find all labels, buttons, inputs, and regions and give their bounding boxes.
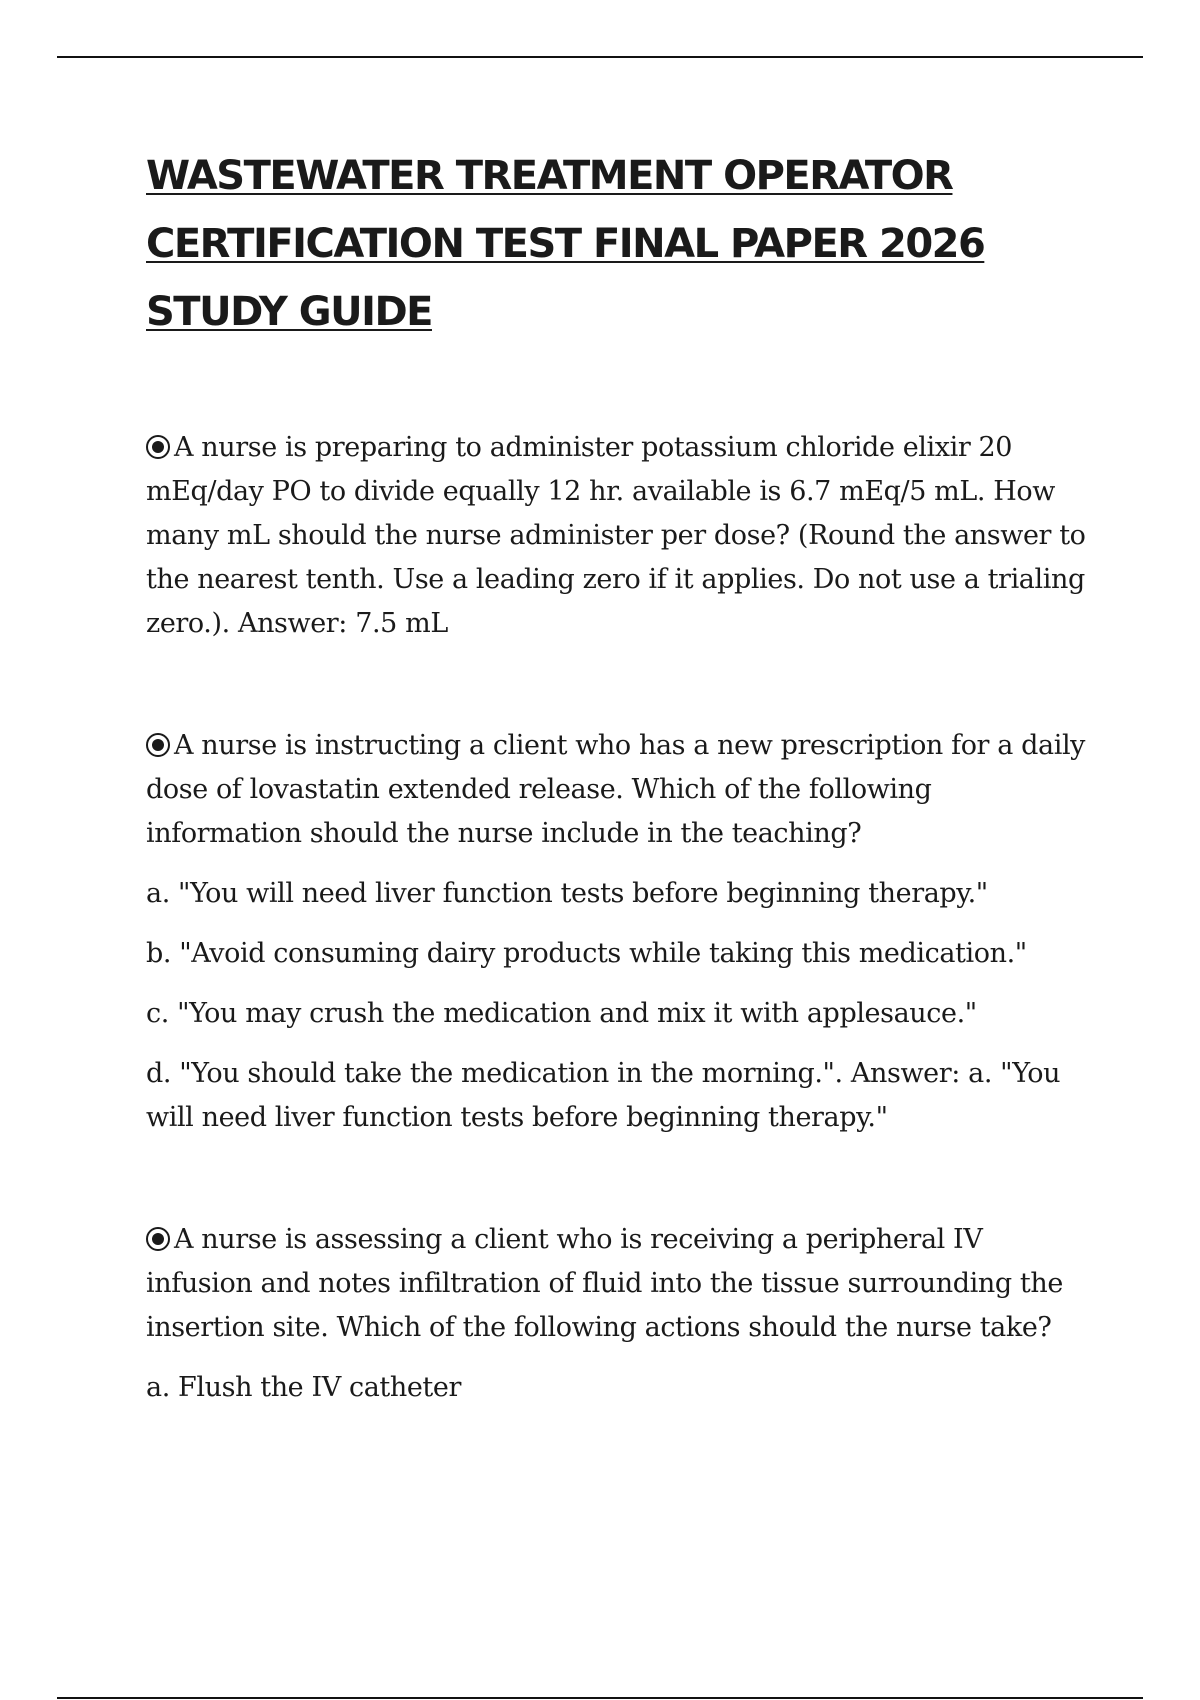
question-text <box>146 724 1086 856</box>
question-1 <box>146 426 1086 646</box>
radio-bullet-icon <box>146 435 170 459</box>
answer-option-a: a. "You will need liver function tests before beginning therapy." <box>146 878 988 909</box>
document-body <box>146 142 1086 1410</box>
document-title: WASTEWATER TREATMENT OPERATOR CERTIFICATION TEST FINAL PAPER 2026 STUDY GUIDE <box>146 153 985 335</box>
question-3-text: A nurse is assessing a client who is receiving a peripheral IV infusion and notes infiltration of fluid into the tissue surrounding the insertion site. Which of the following actions should the nurse take? <box>146 1224 1063 1343</box>
top-rule <box>57 56 1143 58</box>
radio-bullet-icon <box>146 733 170 757</box>
answer-option-d: d. "You should take the medication in the morning.". Answer: a. "You will need liver function tests before beginning therapy." <box>146 1058 1061 1133</box>
question-3 <box>146 1218 1086 1410</box>
answer-option-c: c. "You may crush the medication and mix it with applesauce." <box>146 998 977 1029</box>
answer-option-b: b. "Avoid consuming dairy products while taking this medication." <box>146 938 1027 969</box>
question-text <box>146 426 1086 646</box>
question-2-text: A nurse is instructing a client who has a new prescription for a daily dose of lovastatin extended release. Which of the following information should the nurse include in the teaching? <box>146 730 1086 849</box>
question-text <box>146 1218 1086 1350</box>
answer-option-a: a. Flush the IV catheter <box>146 1372 461 1403</box>
radio-bullet-icon <box>146 1227 170 1251</box>
question-2 <box>146 724 1086 1140</box>
question-1-text: A nurse is preparing to administer potassium chloride elixir 20 mEq/day PO to divide equally 12 hr. available is 6.7 mEq/5 mL. How many mL should the nurse administer per dose? (Round the answer to the nearest tenth. Use a leading zero if it applies. Do not use a trialing zero.). Answer: 7.5 mL <box>146 432 1086 639</box>
bottom-rule <box>57 1697 1143 1699</box>
